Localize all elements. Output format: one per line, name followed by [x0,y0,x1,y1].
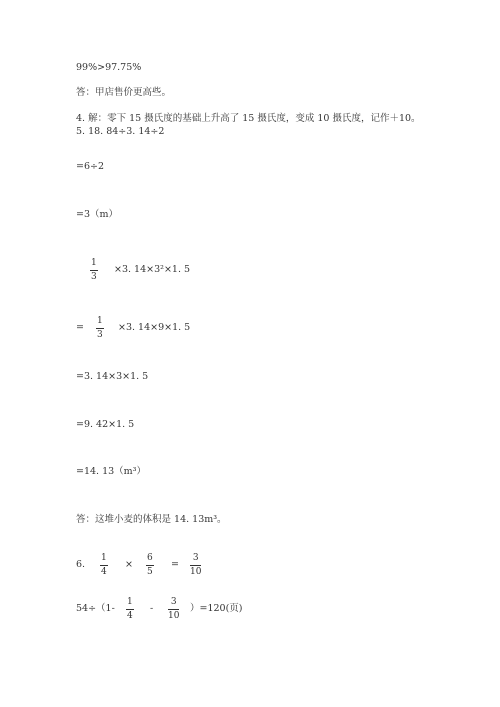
fraction-numerator: 1 [127,597,133,607]
fraction-denominator: 10 [168,611,180,621]
fraction-denominator: 4 [101,567,107,577]
step-line: ×3. 14×3²×1. 5 [114,264,191,275]
fraction-denominator: 3 [91,272,97,282]
fraction-numerator: 1 [101,553,107,563]
step-line: =3（m） [76,209,119,220]
step-line: ×3. 14×9×1. 5 [118,322,191,333]
solution-5-line: 5. 18. 84÷3. 14÷2 [76,126,165,137]
fraction [90,259,98,282]
fraction [190,554,201,577]
fraction [96,317,104,340]
fraction-denominator: 4 [127,611,133,621]
comparison-line: 99%>97.75% [76,62,142,73]
equals-sign: = [76,322,84,333]
problem-number: 6. [76,559,86,570]
fraction-denominator: 3 [97,330,103,340]
fraction-denominator: 5 [147,567,153,577]
fraction [168,598,179,621]
fraction [100,554,108,577]
fraction-numerator: 6 [147,553,153,563]
step-line: =6÷2 [76,161,105,172]
minus-sign: - [150,603,154,614]
equation-end: ）=120(页) [190,603,243,614]
answer-line-3: 答：甲店售价更高些。 [76,87,172,98]
equation-start: 54÷（1- [76,603,115,614]
fraction-denominator: 10 [190,567,202,577]
step-line: =14. 13（m³） [76,466,146,477]
step-line: =9. 42×1. 5 [76,419,135,430]
step-line: =3. 14×3×1. 5 [76,371,149,382]
fraction [126,598,134,621]
answer-line-5: 答：这堆小麦的体积是 14. 13m³。 [76,514,227,525]
fraction [146,554,154,577]
fraction-numerator: 3 [170,597,177,607]
fraction-numerator: 1 [91,258,97,268]
times-sign: × [125,559,133,570]
solution-4-line: 4. 解：零下 15 摄氏度的基础上升高了 15 摄氏度，变成 10 摄氏度，记作＋10。 [76,113,421,124]
fraction-numerator: 3 [192,553,199,563]
equals-sign: = [171,559,179,570]
fraction-numerator: 1 [97,316,103,326]
